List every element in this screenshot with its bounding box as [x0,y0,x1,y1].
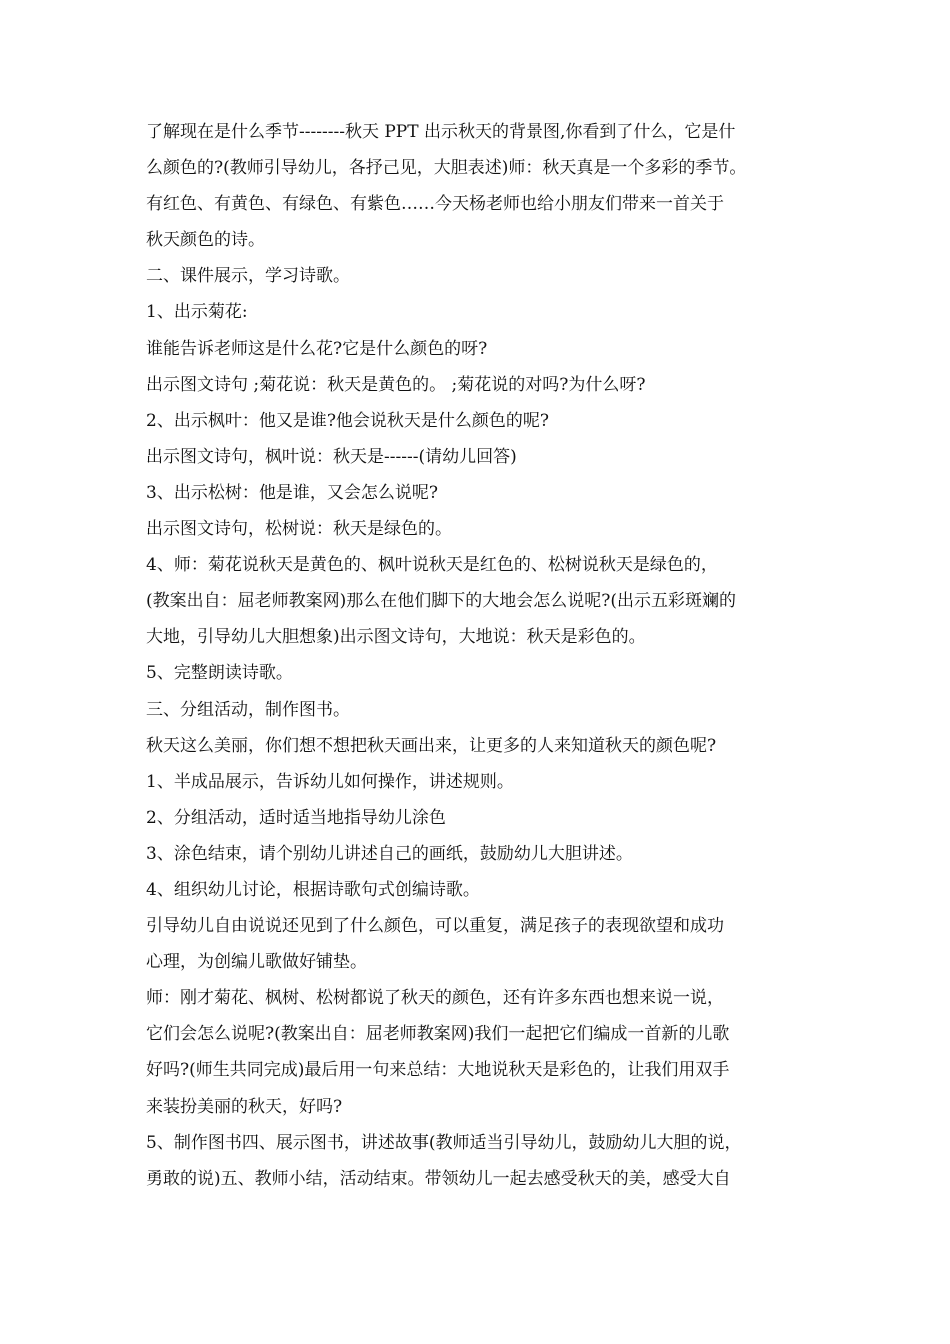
text-line: 2、出示枫叶：他又是谁?他会说秋天是什么颜色的呢? [146,410,550,431]
section-heading: 三、分组活动，制作图书。 [146,699,350,720]
text-line: 么颜色的?(教师引导幼儿，各抒己见，大胆表述)师：秋天真是一个多彩的季节。 [146,158,747,179]
text-line: 心理，为创编儿歌做好铺垫。 [146,952,367,973]
text-line: 4、组织幼儿讨论，根据诗歌句式创编诗歌。 [146,879,480,900]
text-line: 出示图文诗句 ;菊花说：秋天是黄色的。 ;菊花说的对吗?为什么呀? [146,374,646,395]
document-body [146,114,836,1197]
text-line: (教案出自：屈老师教案网)那么在他们脚下的大地会怎么说呢?(出示五彩斑斓的 [146,591,737,612]
text-line: 3、出示松树：他是谁，又会怎么说呢? [146,482,438,503]
text-line: 了解现在是什么季节--------秋天 PPT 出示秋天的背景图,你看到了什么，它是什 [146,122,736,142]
text-line: 好吗?(师生共同完成)最后用一句来总结：大地说秋天是彩色的，让我们用双手 [146,1060,730,1081]
text-line: 勇敢的说)五、教师小结，活动结束。带领幼儿一起去感受秋天的美，感受大自 [146,1168,731,1189]
text-line: 秋天颜色的诗。 [146,230,265,251]
text-line: 4、师：菊花说秋天是黄色的、枫叶说秋天是红色的、松树说秋天是绿色的， [146,555,718,576]
text-line: 1、半成品展示，告诉幼儿如何操作，讲述规则。 [146,771,514,792]
text-line: 大地，引导幼儿大胆想象)出示图文诗句，大地说：秋天是彩色的。 [146,627,646,648]
text-line: 秋天这么美丽，你们想不想把秋天画出来，让更多的人来知道秋天的颜色呢? [146,735,717,756]
section-heading: 二、课件展示，学习诗歌。 [146,266,350,287]
text-line: 5、制作图书四、展示图书，讲述故事(教师适当引导幼儿，鼓励幼儿大胆的说， [146,1132,742,1153]
text-line: 有红色、有黄色、有绿色、有紫色……今天杨老师也给小朋友们带来一首关于 [146,194,724,215]
text-line: 3、涂色结束，请个别幼儿讲述自己的画纸，鼓励幼儿大胆讲述。 [146,843,633,864]
text-line: 它们会怎么说呢?(教案出自：屈老师教案网)我们一起把它们编成一首新的儿歌 [146,1024,730,1045]
text-line: 引导幼儿自由说说还见到了什么颜色，可以重复，满足孩子的表现欲望和成功 [146,916,724,937]
text-line: 1、出示菊花: [146,302,248,323]
text-line: 出示图文诗句，枫叶说：秋天是------(请幼儿回答) [146,446,517,467]
text-line: 谁能告诉老师这是什么花?它是什么颜色的呀? [146,338,488,359]
text-line: 来装扮美丽的秋天，好吗? [146,1096,343,1117]
text-line: 5、完整朗读诗歌。 [146,663,293,684]
text-line: 师：刚才菊花、枫树、松树都说了秋天的颜色，还有许多东西也想来说一说， [146,988,724,1009]
text-line: 2、分组活动，适时适当地指导幼儿涂色 [146,807,446,828]
text-line: 出示图文诗句，松树说：秋天是绿色的。 [146,519,452,540]
